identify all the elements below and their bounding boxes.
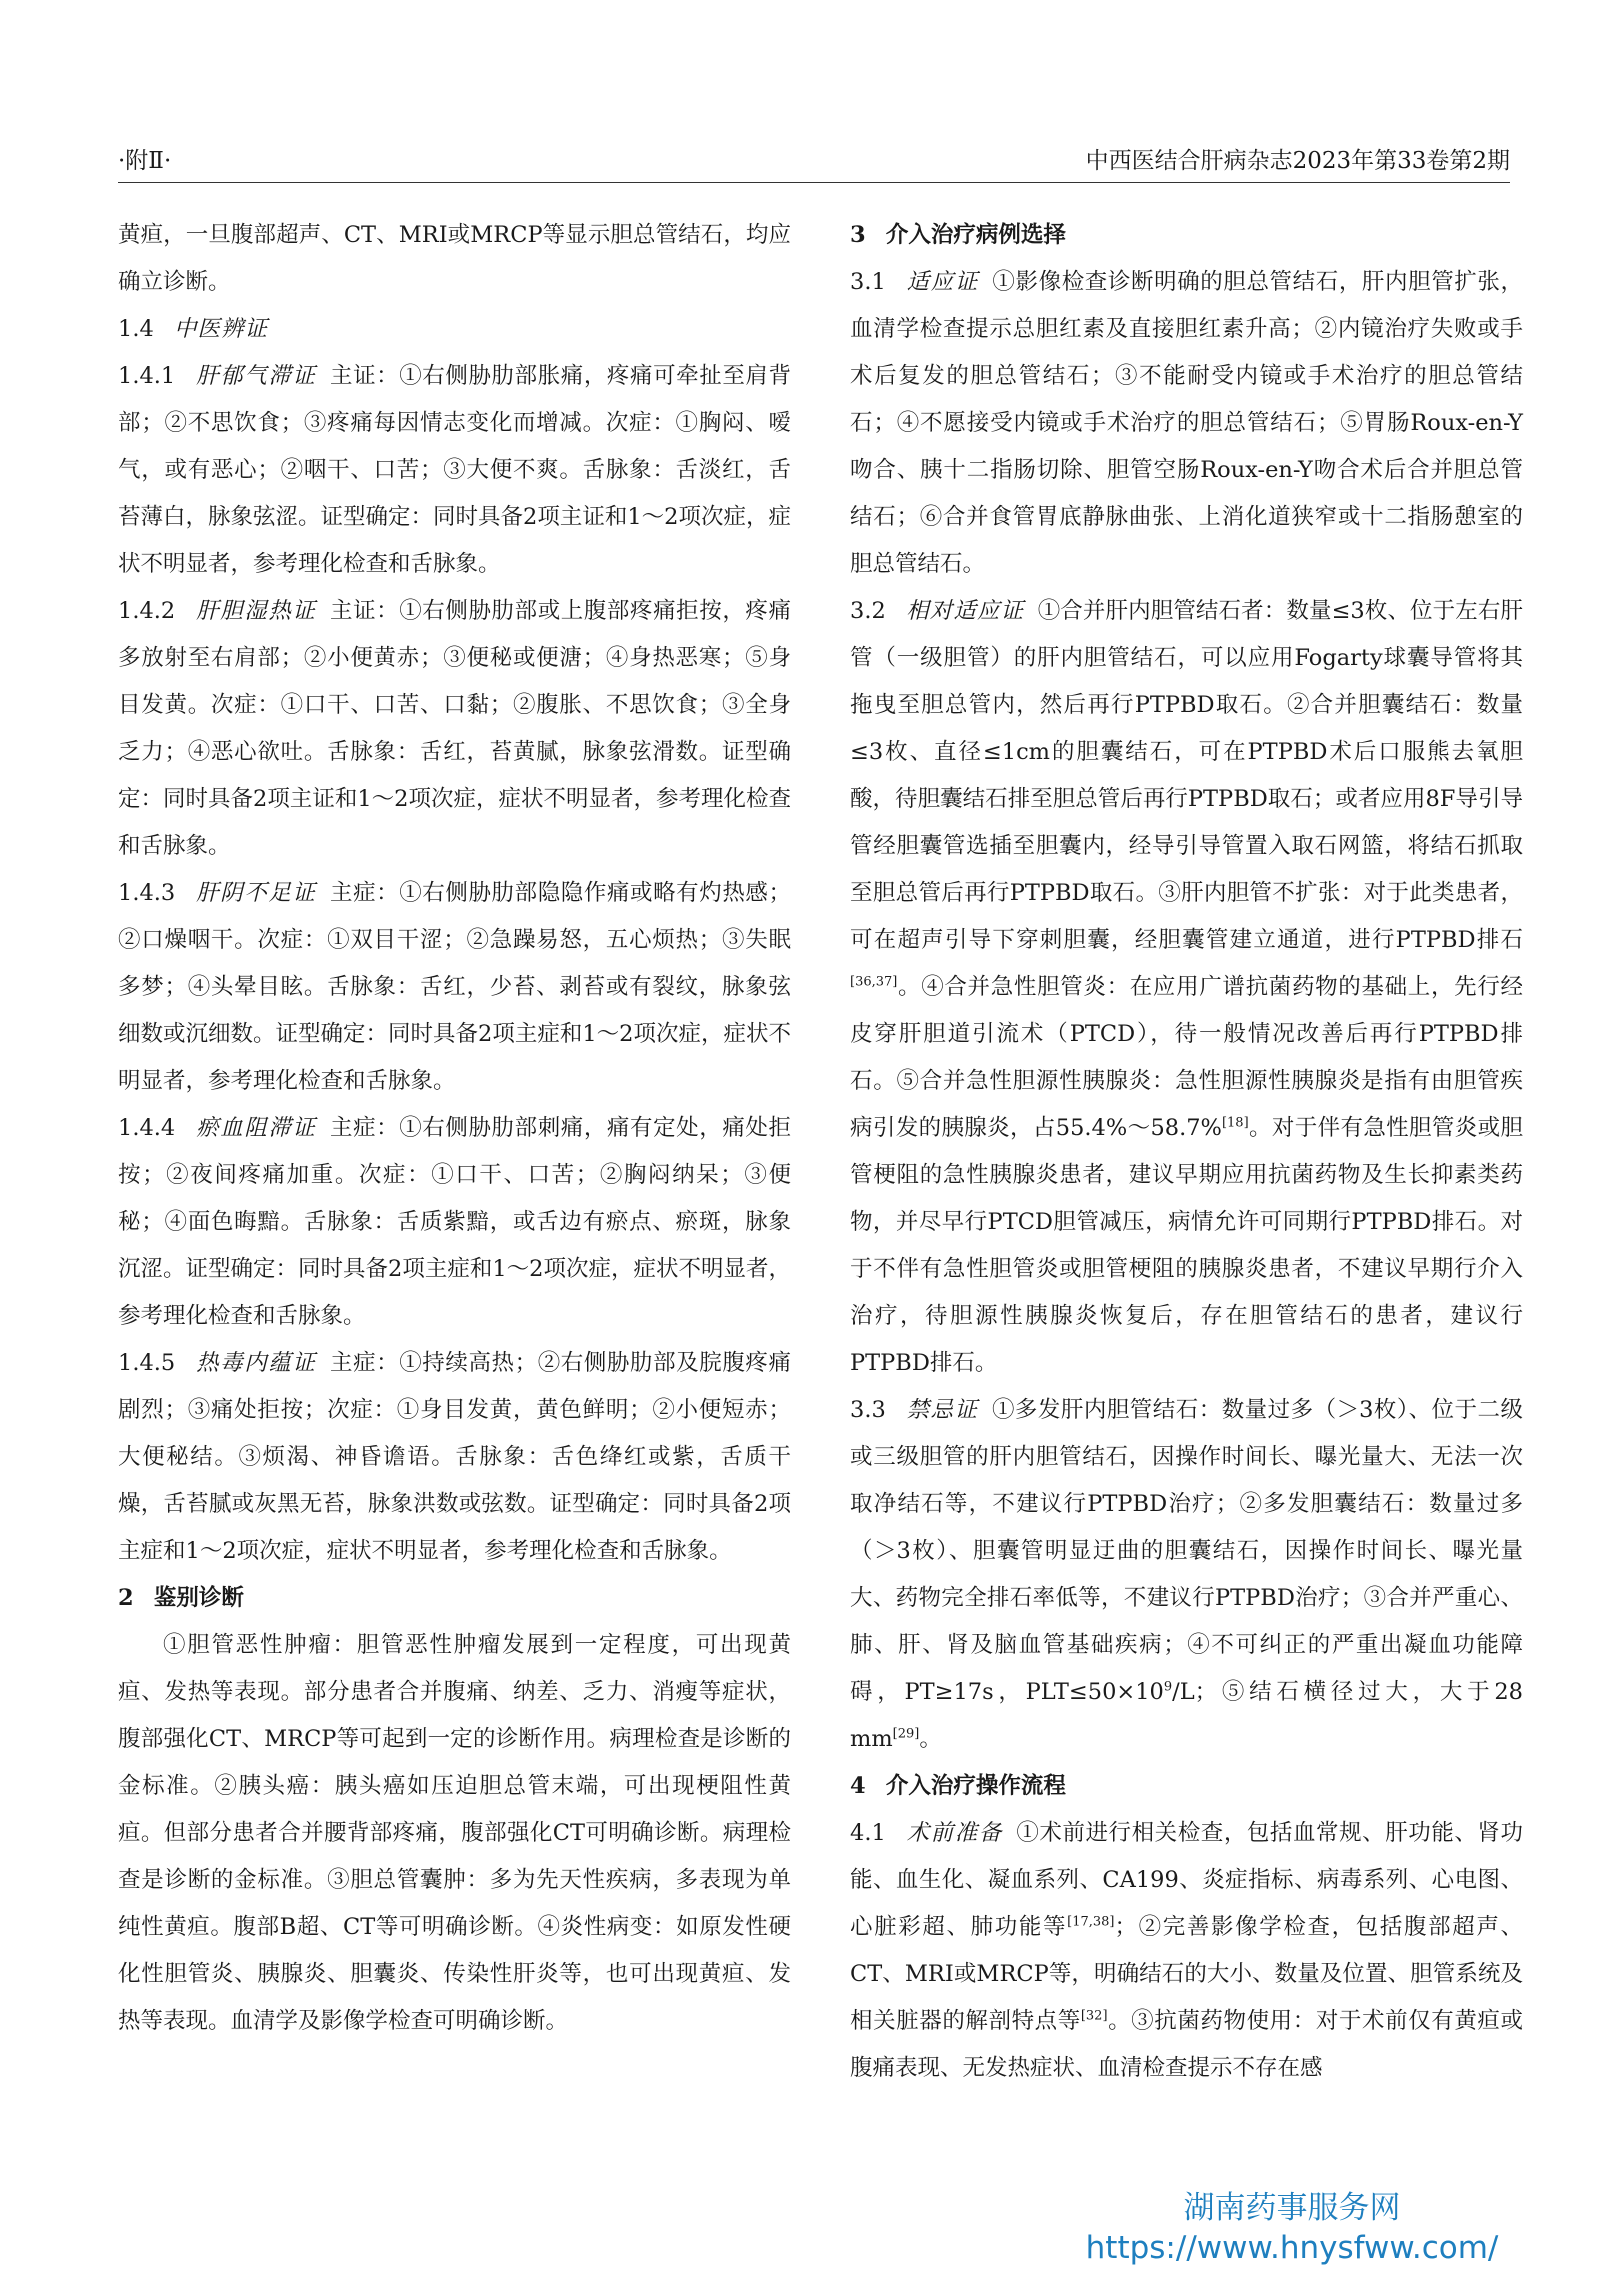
intro-paragraph: 黄疸，一旦腹部超声、CT、MRI或MRCP等显示胆总管结石，均应确立诊断。 (118, 222, 791, 295)
section-text: 主证：①右侧胁肋部胀痛，疼痛可牵扯至肩背部；②不思饮食；③疼痛每因情志变化而增减。次症：①胸闷、嗳气，或有恶心；②咽干、口苦；③大便不爽。舌脉象：舌淡红，舌苔薄白，脉象弦涩。证型确定：同时具备2项主证和1～2项次症，症状不明显者，参考理化检查和舌脉象。 (118, 363, 791, 577)
section-2-heading (118, 1575, 791, 1622)
section-title: 肝胆湿热证 (195, 598, 317, 624)
section-number: 1.4.1 (118, 363, 176, 389)
section-number: 2 (118, 1585, 134, 1611)
section-1-4-heading (118, 306, 791, 353)
header-journal-info: 中西医结合肝病杂志2023年第33卷第2期 (1085, 147, 1510, 174)
section-text: ①合并肝内胆管结石者：数量≤3枚、位于左右肝管（一级胆管）的肝内胆管结石，可以应用Fogarty球囊导管将其拖曳至胆总管内，然后再行PTPBD取石。②合并胆囊结石：数量≤3枚、直径≤1cm的胆囊结石，可在PTPBD术后口服熊去氧胆酸，待胆囊结石排至胆总管后再行PTPBD取石；或者应用8F导引导管经胆囊管选插至胆囊内，经导引导管置入取石网篮，将结石抓取至胆总管后再行PTPBD取石。③肝内胆管不扩张：对于此类患者，可在超声引导下穿刺胆囊，经胆囊管建立通道，进行PTPBD排石 (850, 598, 1523, 953)
section-title: 鉴别诊断 (153, 1585, 244, 1611)
citation-ref: [17,38] (1067, 1914, 1115, 1930)
watermark-url: https://www.hnysfww.com/ (1085, 2230, 1499, 2266)
section-text: ；②完善影像学检查，包括腹部超声、CT、MRI或MRCP等，明确结石的大小、数量及位置、胆管系统及相关脏器的解剖特点等 (850, 1914, 1523, 2034)
section-3-heading (850, 212, 1523, 259)
section-title: 术前准备 (906, 1820, 1003, 1846)
section-title: 肝阴不足证 (195, 880, 317, 906)
section-text: 。④合并急性胆管炎：在应用广谱抗菌药物的基础上，先行经皮穿肝胆道引流术（PTCD），待一般情况改善后再行PTPBD排石。⑤合并急性胆源性胰腺炎：急性胆源性胰腺炎是指有由胆管疾病引发的胰腺炎，占55.4%～58.7% (850, 974, 1523, 1141)
section-number: 4.1 (850, 1820, 886, 1846)
section-text: 。对于伴有急性胆管炎或胆管梗阻的急性胰腺炎患者，建议早期应用抗菌药物及生长抑素类药物，并尽早行PTCD胆管减压，病情允许可同期行PTPBD排石。对于不伴有急性胆管炎或胆管梗阻的胰腺炎患者，不建议早期行介入治疗，待胆源性胰腺炎恢复后，存在胆管结石的患者，建议行PTPBD排石。 (850, 1115, 1523, 1376)
section-1-4-5 (118, 1340, 791, 1575)
section-title: 热毒内蕴证 (195, 1350, 317, 1376)
section-1-4-2 (118, 588, 791, 870)
section-title: 介入治疗操作流程 (885, 1773, 1066, 1799)
section-number: 1.4.4 (118, 1115, 176, 1141)
section-2-text: ①胆管恶性肿瘤：胆管恶性肿瘤发展到一定程度，可出现黄疸、发热等表现。部分患者合并腹痛、纳差、乏力、消瘦等症状，腹部强化CT、MRCP等可起到一定的诊断作用。病理检查是诊断的金标准。②胰头癌：胰头癌如压迫胆总管末端，可出现梗阻性黄疸。但部分患者合并腰背部疼痛，腹部强化CT可明确诊断。病理检查是诊断的金标准。③胆总管囊肿：多为先天性疾病，多表现为单纯性黄疸。腹部B超、CT等可明确诊断。④炎性病变：如原发性硬化性胆管炎、胰腺炎、胆囊炎、传染性肝炎等，也可出现黄疸、发热等表现。血清学及影像学检查可明确诊断。 (118, 1632, 791, 2034)
section-3-3 (850, 1387, 1523, 1763)
exponent: 9 (1163, 1679, 1173, 1695)
section-text: ①影像检查诊断明确的胆总管结石，肝内胆管扩张，血清学检查提示总胆红素及直接胆红素升高；②内镜治疗失败或手术后复发的胆总管结石；③不能耐受内镜或手术治疗的胆总管结石；④不愿接受内镜或手术治疗的胆总管结石；⑤胃肠Roux-en-Y吻合、胰十二指肠切除、胆管空肠Roux-en-Y吻合术后合并胆总管结石；⑥合并食管胃底静脉曲张、上消化道狭窄或十二指肠憩室的胆总管结石。 (850, 269, 1523, 577)
section-title: 介入治疗病例选择 (885, 222, 1066, 248)
section-number: 1.4.3 (118, 880, 176, 906)
header-section-label: ·附Ⅱ· (118, 147, 172, 174)
section-1-4-1 (118, 353, 791, 588)
section-title: 禁忌证 (906, 1397, 979, 1423)
running-header (118, 138, 1510, 178)
section-number: 4 (850, 1773, 866, 1799)
section-4-heading (850, 1763, 1523, 1810)
section-text: 主症：①持续高热；②右侧胁肋部及脘腹疼痛剧烈；③痛处拒按；次症：①身目发黄，黄色鲜明；②小便短赤；大便秘结。③烦渴、神昏谵语。舌脉象：舌色绛红或紫，舌质干燥，舌苔腻或灰黑无苔，脉象洪数或弦数。证型确定：同时具备2项主症和1～2项次症，症状不明显者，参考理化检查和舌脉象。 (118, 1350, 791, 1564)
citation-ref: [29] (892, 1726, 920, 1742)
section-1-4-4 (118, 1105, 791, 1340)
citation-ref: [32] (1080, 2008, 1108, 2024)
citation-ref: [36,37] (850, 974, 898, 990)
section-number: 3 (850, 222, 866, 248)
section-4-1 (850, 1810, 1523, 2092)
section-title: 肝郁气滞证 (195, 363, 317, 389)
section-text: 主症：①右侧胁肋部隐隐作痛或略有灼热感；②口燥咽干。次症：①双目干涩；②急躁易怒，五心烦热；③失眠多梦；④头晕目眩。舌脉象：舌红，少苔、剥苔或有裂纹，脉象弦细数或沉细数。证型确定：同时具备2项主症和1～2项次症，症状不明显者，参考理化检查和舌脉象。 (118, 880, 791, 1094)
section-text: 。 (919, 1726, 942, 1752)
watermark (1062, 2188, 1522, 2268)
section-number: 3.3 (850, 1397, 886, 1423)
section-number: 3.2 (850, 598, 886, 624)
watermark-site-name: 湖南药事服务网 (1183, 2190, 1401, 2226)
section-text: /L；⑤结石横径过大，大于28 mm (850, 1679, 1523, 1752)
section-title: 适应证 (906, 269, 979, 295)
section-title: 瘀血阻滞证 (195, 1115, 317, 1141)
section-1-4-3 (118, 870, 791, 1105)
section-text: 主证：①右侧胁肋部或上腹部疼痛拒按，疼痛多放射至右肩部；②小便黄赤；③便秘或便溏；④身热恶寒；⑤身目发黄。次症：①口干、口苦、口黏；②腹胀、不思饮食；③全身乏力；④恶心欲吐。舌脉象：舌红，苔黄腻，脉象弦滑数。证型确定：同时具备2项主证和1～2项次症，症状不明显者，参考理化检查和舌脉象。 (118, 598, 791, 859)
section-title: 相对适应证 (906, 598, 1025, 624)
section-text: ①术前进行相关检查，包括血常规、肝功能、肾功能、血生化、凝血系列、CA199、炎症指标、病毒系列、心电图、心脏彩超、肺功能等 (850, 1820, 1523, 1940)
section-title: 中医辨证 (174, 316, 269, 342)
section-3-1 (850, 259, 1523, 588)
section-3-2 (850, 588, 1523, 1387)
section-text: 。③抗菌药物使用：对于术前仅有黄疸或腹痛表现、无发热症状、血清检查提示不存在感 (850, 2008, 1523, 2081)
section-number: 1.4 (118, 316, 154, 342)
left-column (118, 212, 791, 2045)
section-number: 1.4.2 (118, 598, 176, 624)
citation-ref: [18] (1221, 1115, 1249, 1131)
section-number: 3.1 (850, 269, 886, 295)
header-divider (118, 182, 1510, 183)
right-column (850, 212, 1523, 2092)
section-number: 1.4.5 (118, 1350, 176, 1376)
section-text: 主症：①右侧胁肋部刺痛，痛有定处，痛处拒按；②夜间疼痛加重。次症：①口干、口苦；②胸闷纳呆；③便秘；④面色晦黯。舌脉象：舌质紫黯，或舌边有瘀点、瘀斑，脉象沉涩。证型确定：同时具备2项主症和1～2项次症，症状不明显者，参考理化检查和舌脉象。 (118, 1115, 791, 1329)
section-text: ①多发肝内胆管结石：数量过多（＞3枚）、位于二级或三级胆管的肝内胆管结石，因操作时间长、曝光量大、无法一次取净结石等，不建议行PTPBD治疗；②多发胆囊结石：数量过多（＞3枚）、胆囊管明显迂曲的胆囊结石，因操作时间长、曝光量大、药物完全排石率低等，不建议行PTPBD治疗；③合并严重心、肺、肝、肾及脑血管基础疾病；④不可纠正的严重出凝血功能障碍，PT≥17s，PLT≤50×10 (850, 1397, 1523, 1705)
